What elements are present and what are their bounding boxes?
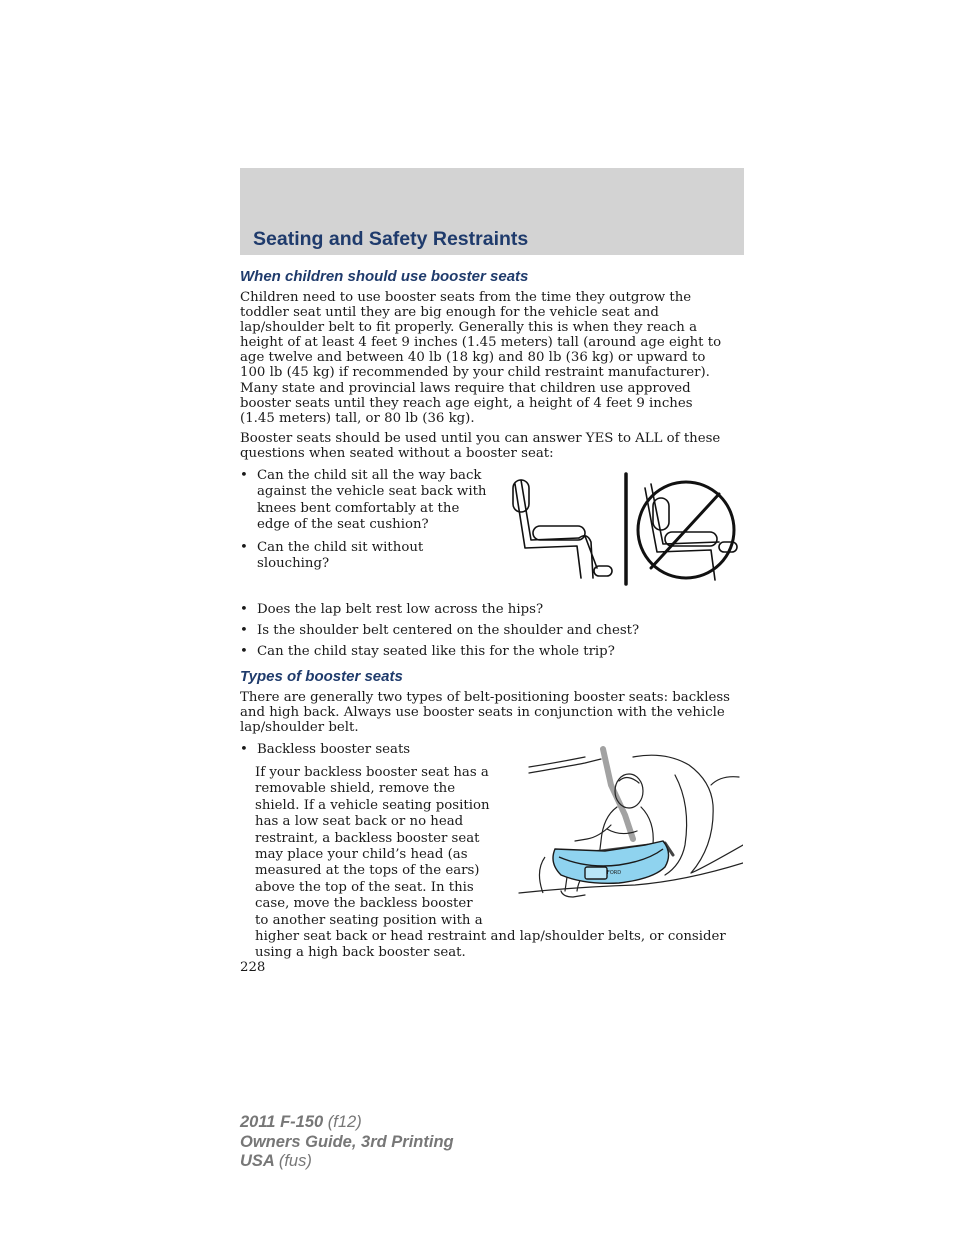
seat-posture-illustration [505,470,745,588]
paragraph-types: There are generally two types of belt-positioning booster seats: backless and high back. Always use booster seats in conjunction with the vehicle lap/shoulder belt. [240,690,731,736]
footer [240,1113,454,1172]
paragraph-booster-intro: Children need to use booster seats from the time they outgrow the toddler seat until they are big enough for the vehicle seat and lap/shoulder belt to fit properly. Generally this is when they reach a height of at least 4 feet 9 inches (1.45 meters) tall (around age eight to age twelve and between 40 lb (18 kg) and 80 lb (36 kg) or upward to 100 lb (45 kg) if recommended by your child restraint manufacturer). Many state and provincial laws require that children use approved booster seats until they reach age eight, a height of 4 feet 9 inches (1.45 meters) tall, or 80 lb (36 kg). [240,290,722,426]
footer-model: 2011 F-150 [240,1113,324,1131]
subheading-types: Types of booster seats [240,668,403,685]
booster-label: FORD [607,870,622,876]
backless-booster-illustration [515,745,743,905]
footer-region-code: (fus) [278,1152,312,1170]
footer-guide: Owners Guide, 3rd Printing [240,1132,454,1151]
footer-model-code: (f12) [327,1113,362,1131]
page-title: Seating and Safety Restraints [253,228,529,250]
page-number: 228 [240,960,266,975]
paragraph-yes-questions: Booster seats should be used until you can answer YES to ALL of these questions when seated without a booster seat: [240,431,721,462]
subheading-when-booster: When children should use booster seats [240,268,529,285]
paragraph-backless: If your backless booster seat has a removable shield, remove the shield. If a vehicle seating position has a low seat back or no head restraint, a backless booster seat may place your child’s head (as measured at the tops of the ears) above the top of the seat. In this case, move the backless booster to another seating position with a higher seat back or head restraint and lap/shoulder belts, or consider using a high back booster seat. [255,765,726,961]
footer-region: USA [240,1152,275,1170]
